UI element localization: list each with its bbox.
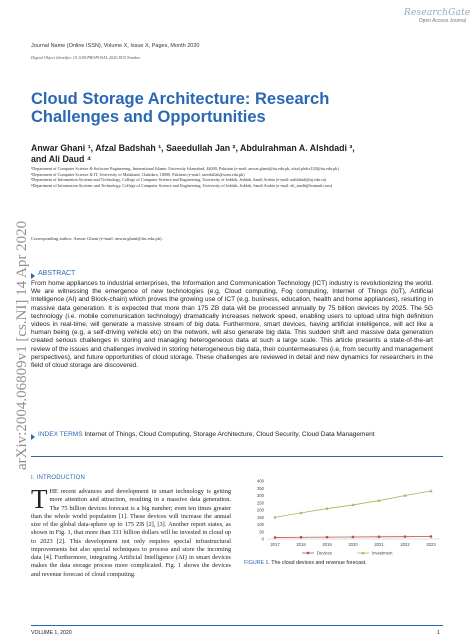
introduction-body xyxy=(31,484,231,579)
x-tick-label: 2019 xyxy=(322,542,332,547)
y-tick-label: 250 xyxy=(257,500,264,506)
y-tick-label: 300 xyxy=(257,493,264,498)
data-point xyxy=(300,536,302,538)
data-point xyxy=(326,536,328,538)
corresponding-author: Corresponding author: Anwar Ghani (e-mail: anwar.ghani@iiu.edu.pk). xyxy=(31,236,163,241)
affiliations xyxy=(31,166,441,188)
x-tick-label: 2020 xyxy=(348,542,358,547)
data-point xyxy=(429,489,432,492)
index-terms-label: INDEX TERMS xyxy=(38,431,83,438)
paper-title: Cloud Storage Architecture: Research Challenges and Opportunities xyxy=(31,90,330,126)
x-tick-label: 2018 xyxy=(296,542,306,547)
y-tick-label: 400 xyxy=(257,478,264,484)
abstract-text: From home appliances to industrial enterprises, the Information and Communication Technology (ICT) industry is revolutionizing the world. We are witnessing the emergence of new technologies (e.g, Cloud computing, Fog computing, Internet of Things (IoT), Artificial Intelligence (AI) and Block-chain) which proves the growing use of ICT (e.g. business, education, health and home appliances), resulting in massive data generation. It is expected that more than 175 ZB data will be processed annually by 75 billion devices by 2025. The 5G technology (i.e. mobile communication technology) dramatically increases network speed, enabling users to upload ultra high definition videos in real-time, will generate a massive stream of big data. Furthermore, smart devices, having artificial intelligence, will act like a human being (e.g, a self-driving vehicle etc) on the network, will also generate big data. This sudden shift and massive data generation created serious challenges in storing and managing heterogeneous data at such a large scale. This article presents a state-of-the-art review of the issues and challenges involved in storing heterogeneous big data, their countermeasures (i.e, from security and management perspectives), and future opportunities of cloud storage. These challenges are reviewed in detail and new dynamics for researchers in the field of cloud storage are discovered. xyxy=(31,280,433,370)
logo-name: ResearchGate xyxy=(404,8,471,18)
logo-tagline: Open Access Journal xyxy=(418,18,466,24)
data-point xyxy=(352,536,354,538)
legend-label: Investment xyxy=(372,550,393,556)
legend-marker xyxy=(307,552,309,554)
journal-line: Journal Name (Online ISSN), Volume X, Issue X, Pages, Month 2020 xyxy=(31,43,200,49)
abstract-heading: ABSTRACT xyxy=(38,270,76,277)
footer-volume: VOLUME 1, 2020 xyxy=(31,630,72,636)
section-divider xyxy=(31,456,443,457)
index-terms xyxy=(38,431,433,439)
data-point xyxy=(430,535,432,537)
x-tick-label: 2021 xyxy=(374,542,384,547)
footer-divider xyxy=(31,625,443,626)
data-point xyxy=(378,536,380,538)
x-tick-label: 2017 xyxy=(270,542,280,547)
page-number: 1 xyxy=(437,630,440,636)
figure-label: FIGURE 1. xyxy=(244,560,270,566)
data-point xyxy=(404,535,406,537)
affiliation: ¹Department of Computer Science & Software Engineering, International Islamic University Islamabad, 44000, Pakistan (e-mail: anwar.ghani@iiu.edu.pk, afzal.phdcs120@iiu.edu.pk) xyxy=(31,166,339,171)
index-terms-text: Internet of Things, Cloud Computing, Storage Architecture, Cloud Security, Cloud Data Management xyxy=(84,431,375,438)
author-list: Anwar Ghani ¹, Afzal Badshah ¹, Saeedullah Jan ², Abdulrahman A. Alshdadi ³, and Ali Daud ⁴ xyxy=(31,143,355,164)
drop-cap: T xyxy=(31,484,48,514)
y-tick-label: 50 xyxy=(259,529,264,535)
introduction-text: HE recent advances and development in smart technology is getting more attention and attraction, resulting in a massive data generation. The 75 billion devices forecast is a big number; even ten times greater than the whole world population [1]. These devices will increase the annual size of the global data-sphere up to 175 ZB [2], [3]. Another report states, as shown in Fig. 1, that more than 331 billion dollars will be invested in cloud up to 2023 [2]. This development not only requires special infrastructural improvements but also special techniques to process and store the incoming data [4]. Furthermore, integrating Artificial Intelligence (AI) in smart devices makes the data storage process more complicated. Fig. 1 shows the devices and revenue forecast of cloud computing. xyxy=(31,488,231,578)
x-tick-label: 2023 xyxy=(426,542,436,547)
y-tick-label: 100 xyxy=(257,522,264,527)
affiliation: ⁴Department of Information Systems and Technology, College of Computer Science and Engineering, University of Jeddah, Jeddah, Saudi Arabia (e-mail: ali_msdb@hotmail.com) xyxy=(31,182,332,188)
publisher-logo xyxy=(404,8,471,24)
arxiv-id: arXiv:2004.06809v1 [cs.NI] 14 Apr 2020 xyxy=(14,220,30,470)
triangle-bullet-icon xyxy=(31,273,35,279)
data-point xyxy=(274,536,276,538)
affiliation: ²Department of Computer Science & IT, University of Malakand, Chakdara, 18000, Pakistan (e-mail: saeedullah@uom.edu.pk) xyxy=(31,171,245,177)
figure-caption xyxy=(244,560,449,566)
y-tick-label: 0 xyxy=(261,536,264,542)
legend-label: Devices xyxy=(317,550,332,556)
y-tick-label: 150 xyxy=(257,514,264,520)
affiliation: ³Department of Information Systems and Technology, College of Computer Science and Engineering, University of Jeddah, Jeddah, Saudi Arabia (e-mail: aalshdadi@uj.edu.sa) xyxy=(31,177,327,183)
figure-caption-text: The cloud devices and revenue forecast. xyxy=(271,560,367,566)
doi-line: Digital Object Identifier 10.1109/PROPOSAL.2020.DOI Number xyxy=(31,55,141,60)
y-tick-label: 350 xyxy=(257,485,264,491)
triangle-bullet-icon xyxy=(31,434,35,440)
y-tick-label: 200 xyxy=(257,507,264,513)
x-tick-label: 2022 xyxy=(400,542,410,547)
introduction-heading: I. INTRODUCTION xyxy=(31,475,85,481)
chart-legend xyxy=(282,548,432,558)
